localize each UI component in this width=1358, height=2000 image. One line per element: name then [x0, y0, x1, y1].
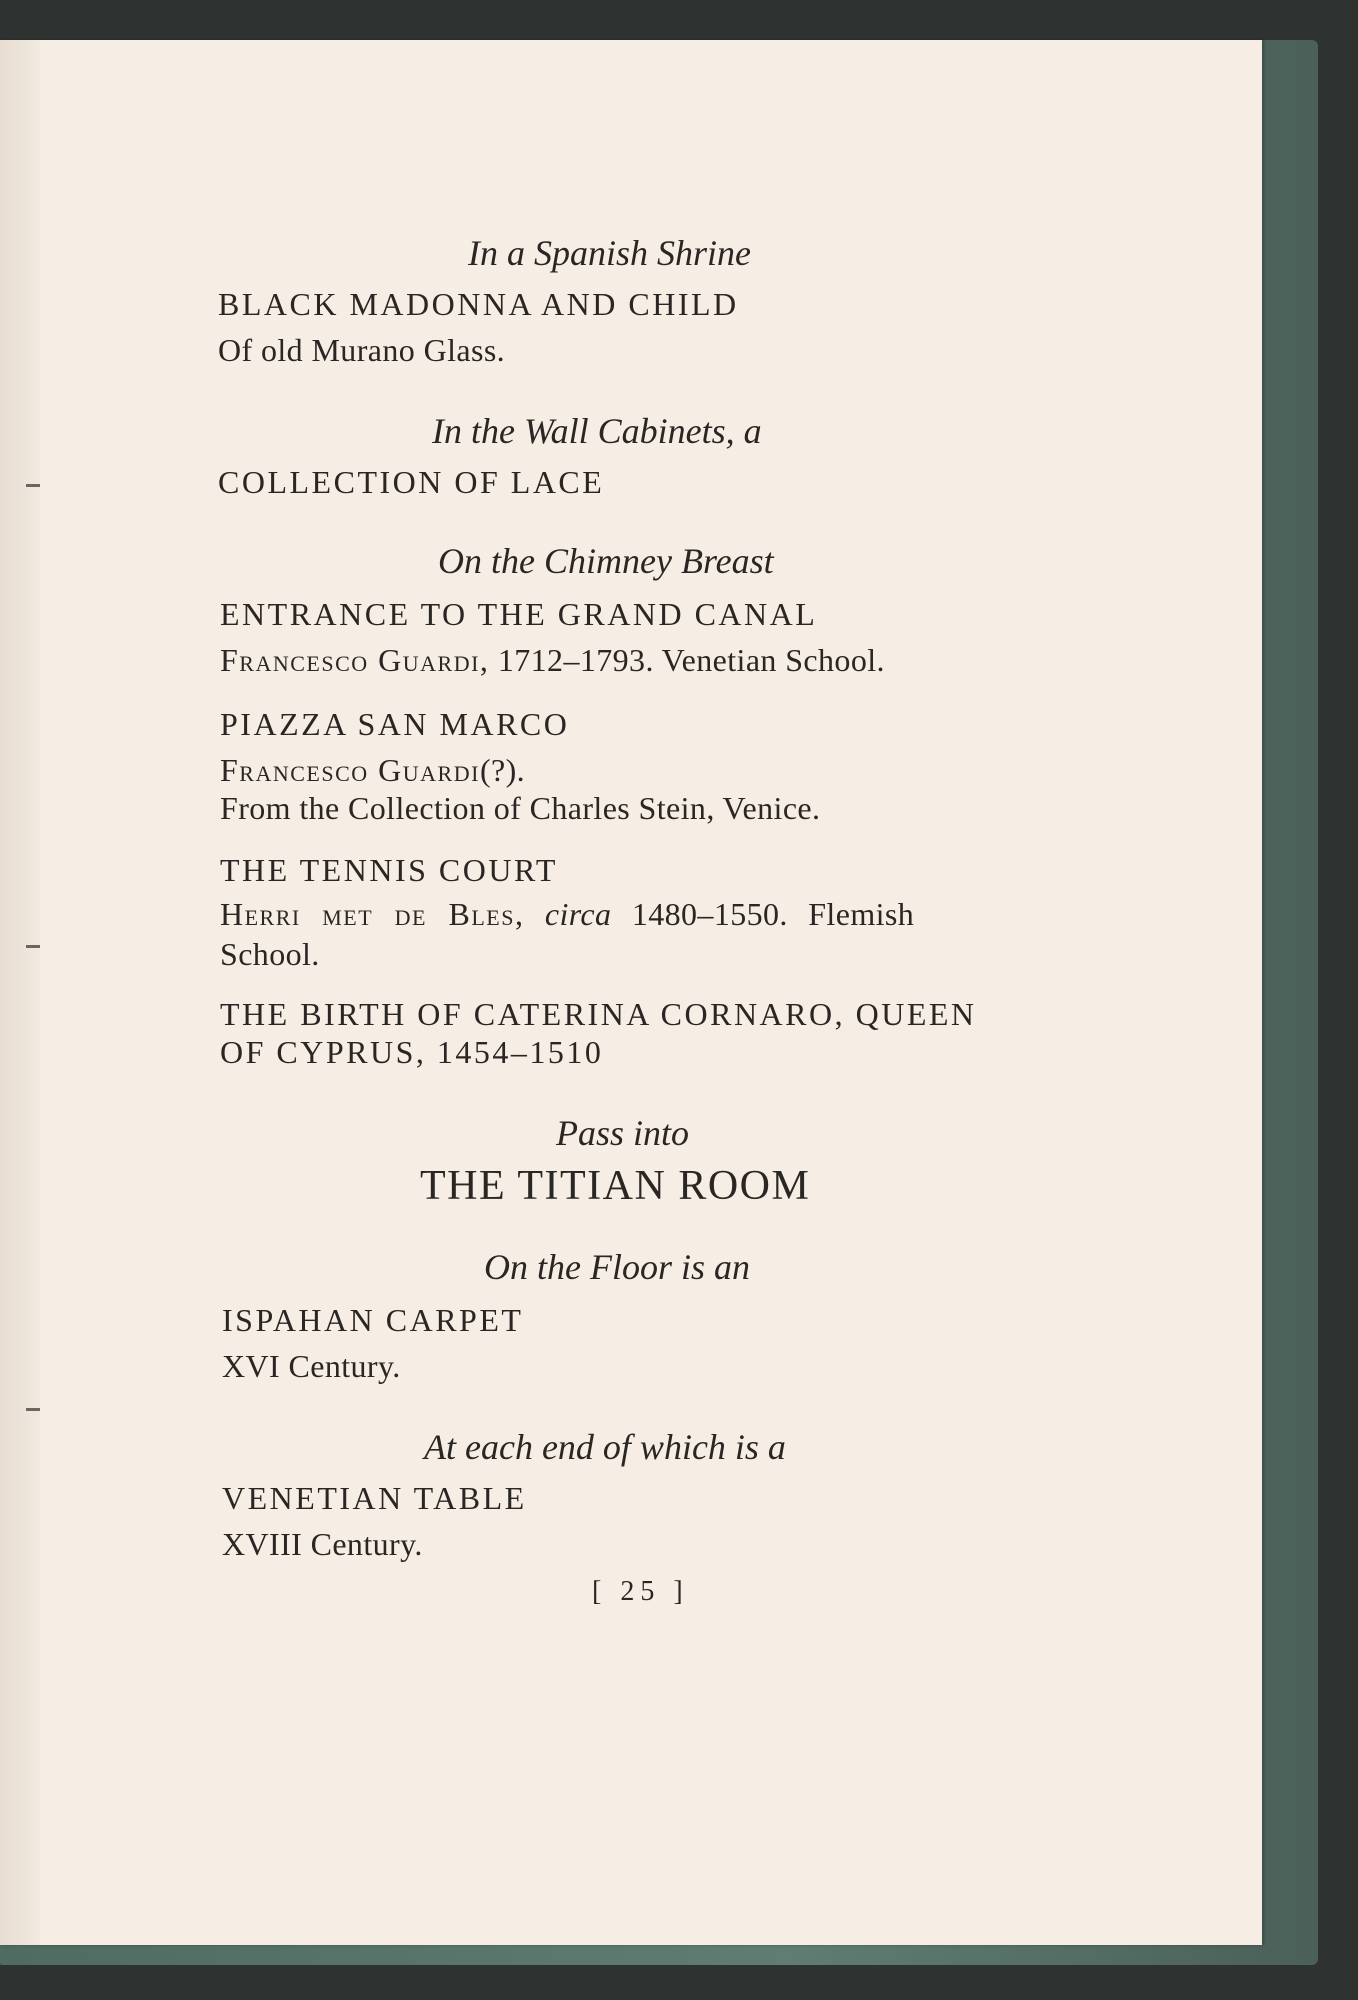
- section-heading: Pass into: [556, 1113, 690, 1153]
- section-heading: At each end of which is a: [424, 1427, 786, 1467]
- item-title: ISPAHAN CARPET: [222, 1302, 524, 1338]
- item-provenance: From the Collection of Charles Stein, Venice.: [220, 790, 821, 826]
- section-heading: In the Wall Cabinets, a: [432, 411, 762, 451]
- item-title: ENTRANCE TO THE GRAND CANAL: [220, 596, 818, 632]
- item-attribution: [220, 896, 914, 933]
- section-heading: On the Floor is an: [484, 1247, 750, 1287]
- item-title: OF CYPRUS, 1454–1510: [220, 1034, 604, 1070]
- item-title: PIAZZA SAN MARCO: [220, 706, 570, 742]
- item-title: THE TENNIS COURT: [220, 852, 558, 888]
- artist-name: Francesco Guardi,: [220, 642, 490, 678]
- item-title: VENETIAN TABLE: [222, 1480, 527, 1516]
- section-heading: On the Chimney Breast: [438, 541, 774, 581]
- item-description: Of old Murano Glass.: [218, 332, 506, 368]
- item-description: XVI Century.: [222, 1348, 401, 1384]
- item-title: COLLECTION OF LACE: [218, 464, 605, 500]
- artist-dates: 1480–1550. Flemish: [631, 896, 915, 932]
- item-description: XVIII Century.: [222, 1526, 423, 1562]
- section-heading: In a Spanish Shrine: [468, 233, 751, 273]
- room-title: THE TITIAN ROOM: [420, 1163, 811, 1209]
- artist-name: Herri met de Bles,: [220, 896, 525, 932]
- item-title: BLACK MADONNA AND CHILD: [218, 286, 739, 322]
- item-attribution: [220, 642, 885, 679]
- artist-dates: 1712–1793. Venetian School.: [497, 642, 885, 678]
- circa-label: circa: [544, 896, 612, 932]
- item-title: THE BIRTH OF CATERINA CORNARO, QUEEN: [220, 996, 977, 1032]
- item-school: School.: [220, 936, 320, 972]
- item-attribution: [220, 752, 525, 789]
- artist-note: (?).: [479, 752, 526, 788]
- page-number: [ 25 ]: [592, 1576, 689, 1607]
- artist-name: Francesco Guardi: [220, 752, 480, 788]
